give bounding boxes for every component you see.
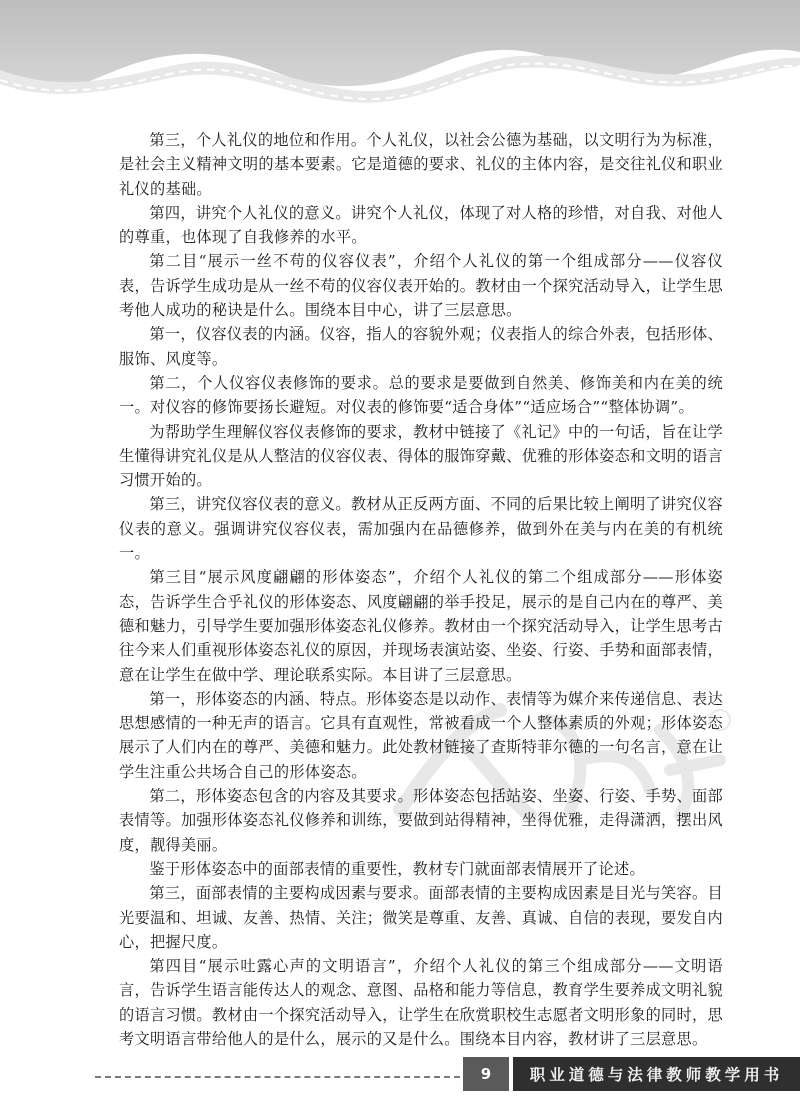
body-text [119, 128, 723, 1051]
paragraph: 第四，讲究个人礼仪的意义。讲究个人礼仪，体现了对人格的珍惜，对自我、对他人的尊重，也体现了自我修养的水平。 [119, 203, 723, 247]
paragraph: 第一，形体姿态的内涵、特点。形体姿态是以动作、表情等为媒介来传递信息、表达思想感情的一种无声的语言。它具有直观性，常被看成一个人整体素质的外观；形体姿态展示了人们内在的尊严、美德和魅力。此处教材链接了查斯特菲尔德的一句名言，意在让学生注重公共场合自己的形体姿态。 [119, 689, 724, 781]
paragraph: 鉴于形体姿态中的面部表情的重要性，教材专门就面部表情展开了论述。 [149, 859, 645, 878]
footer-dashed-rule [95, 1076, 460, 1078]
paragraph: 第一，仪容仪表的内涵。仪容，指人的容貌外观；仪表指人的综合外表，包括形体、服饰、风度等。 [119, 325, 723, 368]
paragraph: 第三，个人礼仪的地位和作用。个人礼仪，以社会公德为基础，以文明行为为标准，是社会主义精神文明的基本要素。它是道德的要求、礼仪的主体内容，是交往礼仪和职业礼仪的基础。 [119, 131, 724, 198]
book-title: 职业道德与法律教师教学用书 [513, 1057, 800, 1091]
paragraph: 第二目“展示一丝不苟的仪容仪表”，介绍个人礼仪的第一个组成部分——仪容仪表，告诉学生成功是从一丝不苟的仪容仪表开始的。教材由一个探究活动导入，让学生思考他人成功的秘诀是什么。围绕本目中心，讲了三层意思。 [119, 252, 724, 320]
page-footer [0, 1052, 800, 1117]
paragraph: 第四目“展示吐露心声的文明语言”，介绍个人礼仪的第三个组成部分——文明语言，告诉学生语言能传达人的观念、意图、品格和能力等信息，教育学生要养成文明礼貌的语言习惯。教材由一个探究活动导入，让学生在欣赏职校生志愿者文明形象的同时，思考文明语言带给他人的是什么，展示的又是什么。围绕本目内容，教材讲了三层意思。 [119, 957, 724, 1048]
paragraph: 第三目“展示风度翩翩的形体姿态”，介绍个人礼仪的第二个组成部分——形体姿态，告诉学生合乎礼仪的形体姿态、风度翩翩的举手投足，展示的是自己内在的尊严、美德和魅力，引导学生要加强形体姿态礼仪修养。教材由一个探究活动导入，让学生思考古往今来人们重视形体姿态礼仪的原因，并现场表演站姿、坐姿、行姿、手势和面部表情，意在让学生在做中学、理论联系实际。本目讲了三层意思。 [119, 568, 724, 684]
page-number: 9 [463, 1057, 509, 1091]
paragraph: 第三，讲究仪容仪表的意义。教材从正反两方面、不同的后果比较上阐明了讲究仪容仪表的意义。强调讲究仪容仪表，需加强内在品德修养，做到外在美与内在美的有机统一。 [119, 495, 723, 563]
paragraph: 第三，面部表情的主要构成因素与要求。面部表情的主要构成因素是目光与笑容。目光要温和、坦诚、友善、热情、关注；微笑是尊重、友善、真诚、自信的表现，要发自内心，把握尺度。 [119, 884, 724, 951]
paragraph: 第二，形体姿态包含的内容及其要求。形体姿态包括站姿、坐姿、行姿、手势、面部表情等。加强形体姿态礼仪修养和训练，要做到站得精神，坐得优雅，走得潇洒，摆出风度，靓得美丽。 [119, 787, 724, 854]
paragraph: 为帮助学生理解仪容仪表修饰的要求，教材中链接了《礼记》中的一句话，旨在让学生懂得讲究礼仪是从人整洁的仪容仪表、得体的服饰穿戴、优雅的形体姿态和文明的语言习惯开始的。 [119, 422, 724, 490]
header-wave-banner [0, 0, 800, 120]
paragraph: 第二，个人仪容仪表修饰的要求。总的要求是要做到自然美、修饰美和内在美的统一。对仪容的修饰要扬长避短。对仪表的修饰要“适合身体”“适应场合”“整体协调”。 [119, 373, 723, 417]
